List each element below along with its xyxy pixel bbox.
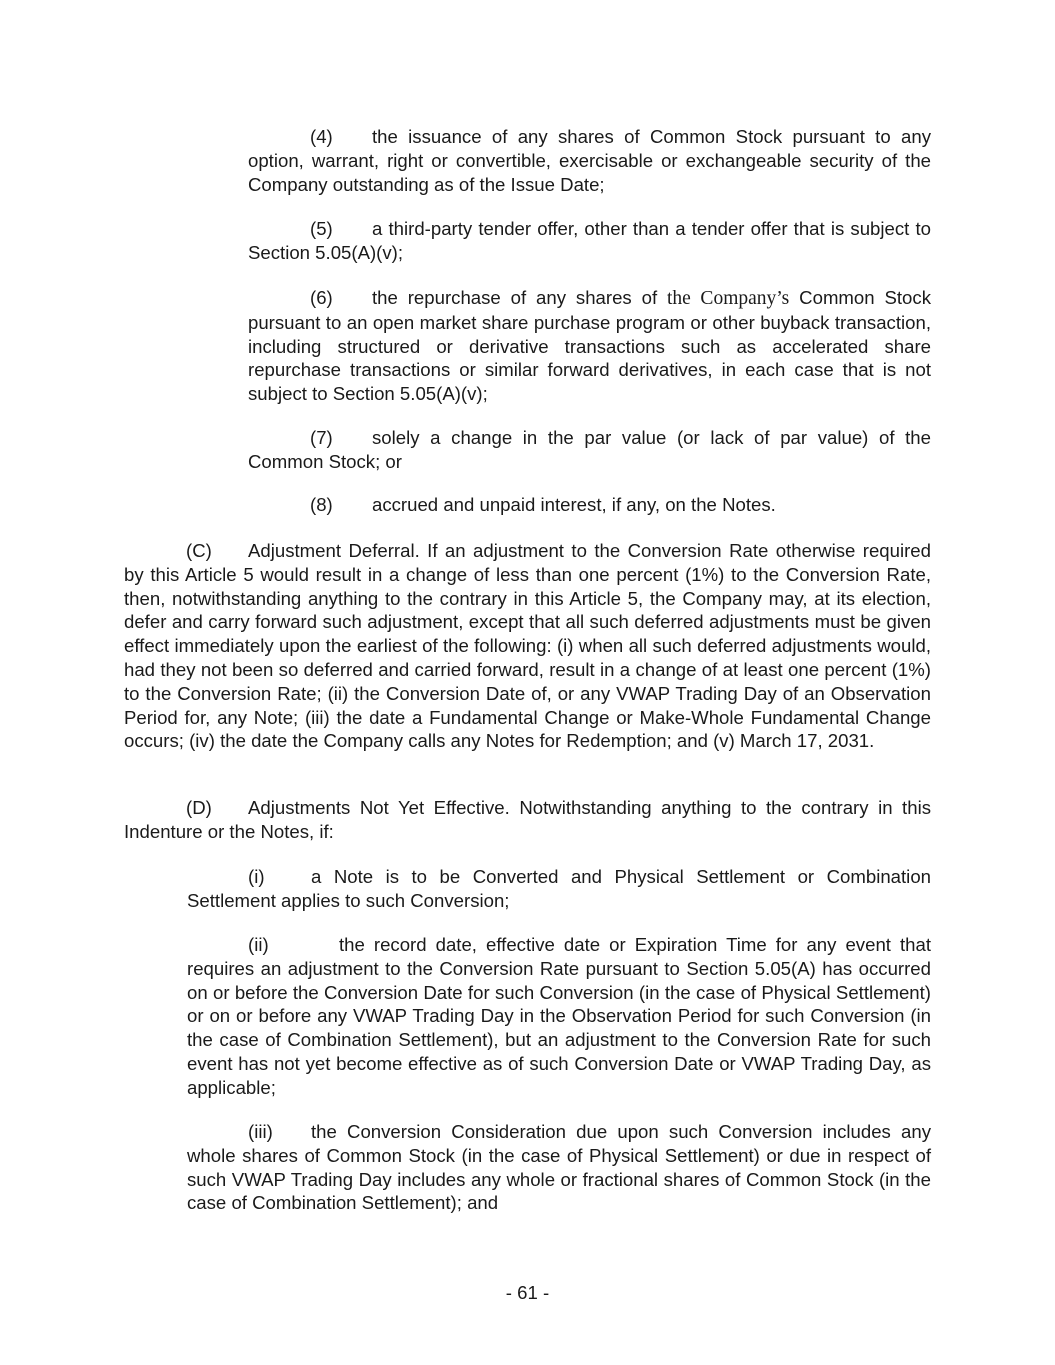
clause-6	[248, 286, 931, 406]
subclause-text: the record date, effective date or Expiration Time for any event that requires an adjustment to the Conversion Rate pursuant to Section 5.05(A) has occurred on or before the Conversion Date for such Conversion (in the case of Physical Settlement) or on or before any VWAP Trading Day in the Observation Period for such Conversion (in the case of Combination Settlement), but an adjustment to the Conversion Rate for such event has not yet become effective as of such Conversion Date or VWAP Trading Day, as applicable;	[187, 934, 931, 1098]
clause-number: (8)	[310, 494, 333, 515]
section-text: Adjustment Deferral. If an adjustment to the Conversion Rate otherwise required by this Article 5 would result in a change of less than one percent (1%) to the Conversion Rate, then, notwithstanding anything to the contrary in this Article 5, the Company may, at its election, defer and carry forward such adjustment, except that all such deferred adjustments must be given effect immediately upon the earliest of the following: (i) when all such deferred adjustments would, had they not been so deferred and carried forward, result in a change of at least one percent (1%) to the Conversion Rate; (ii) the Conversion Date of, or any VWAP Trading Day of an Observation Period for, any Note; (iii) the date a Fundamental Change or Make-Whole Fundamental Change occurs; (iv) the date the Company calls any Notes for Redemption; and (v) March 17, 2031.	[124, 540, 931, 752]
clause-5	[248, 217, 931, 265]
section-number: (D)	[186, 797, 212, 818]
section-c-adjustment-deferral	[124, 539, 931, 753]
clause-text-serif: the Company’s	[667, 288, 790, 309]
clause-text: accrued and unpaid interest, if any, on the Notes.	[372, 494, 776, 515]
section-d-adjustments-not-yet-effective	[124, 796, 931, 844]
clause-text: the issuance of any shares of Common Stock pursuant to any option, warrant, right or convertible, exercisable or exchangeable security of the Company outstanding as of the Issue Date;	[248, 126, 931, 195]
subclause-ii	[187, 933, 931, 1100]
clause-text: a third-party tender offer, other than a tender offer that is subject to Section 5.05(A)(v);	[248, 218, 931, 263]
subclause-number: (iii)	[248, 1121, 273, 1142]
section-number: (C)	[186, 540, 212, 561]
clause-text-a: the repurchase of any shares of	[372, 287, 668, 308]
clause-number: (5)	[310, 218, 333, 239]
clause-8	[248, 493, 931, 517]
clause-number: (7)	[310, 427, 333, 448]
clause-number: (4)	[310, 126, 333, 147]
subclause-text: a Note is to be Converted and Physical Settlement or Combination Settlement applies to such Conversion;	[187, 866, 931, 911]
page-number: - 61 -	[505, 1282, 550, 1303]
subclause-number: (i)	[248, 866, 265, 887]
clause-4	[248, 125, 931, 196]
subclause-iii	[187, 1120, 931, 1215]
clause-text: solely a change in the par value (or lack of par value) of the Common Stock; or	[248, 427, 931, 472]
subclause-number: (ii)	[248, 934, 269, 955]
clause-number: (6)	[310, 287, 333, 308]
section-text: Adjustments Not Yet Effective. Notwithstanding anything to the contrary in this Indenture or the Notes, if:	[124, 797, 931, 842]
clause-7	[248, 426, 931, 474]
clause-text-b: Common Stock pursuant to an open market share purchase program or other buyback transaction, including structured or derivative transactions such as accelerated share repurchase transactions or similar forward derivatives, in each case that is not subject to Section 5.05(A)(v);	[248, 287, 931, 405]
subclause-text: the Conversion Consideration due upon such Conversion includes any whole shares of Common Stock (in the case of Physical Settlement) or due in respect of such VWAP Trading Day includes any whole or fractional shares of Common Stock (in the case of Combination Settlement); and	[187, 1121, 931, 1214]
subclause-i	[187, 865, 931, 913]
